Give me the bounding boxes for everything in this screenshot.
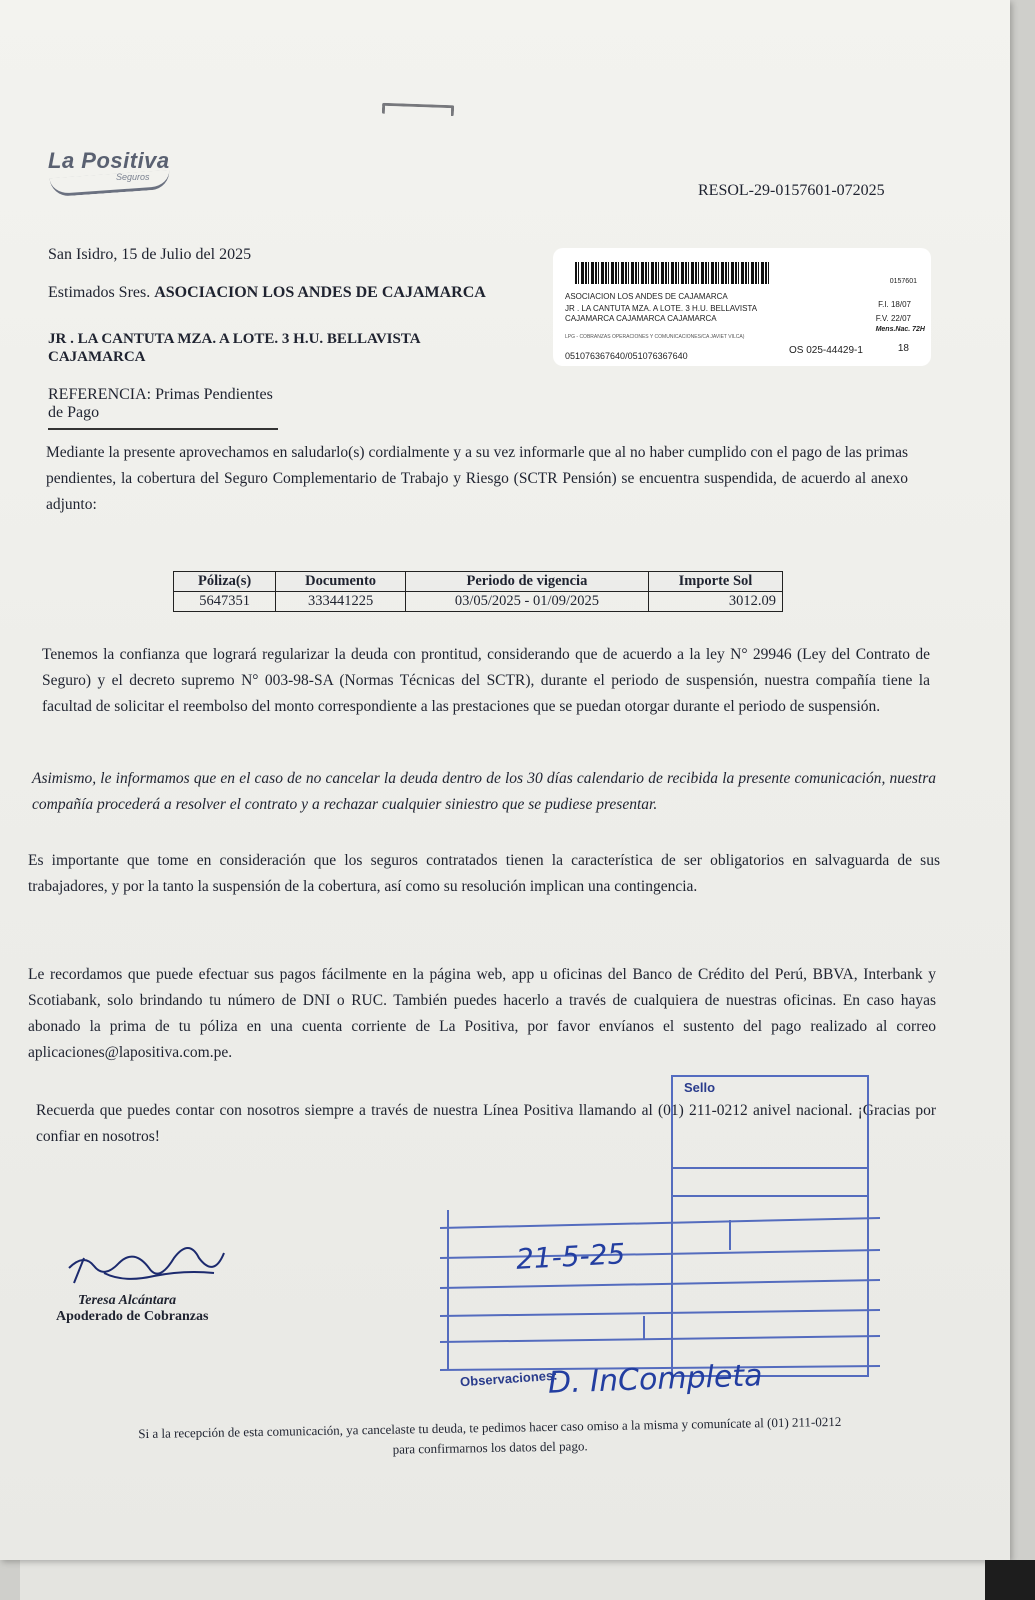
- reception-stamp: [440, 1060, 888, 1390]
- greeting-prefix: Estimados Sres.: [48, 284, 151, 301]
- cell-documento: 333441225: [276, 592, 406, 612]
- cell-periodo: 03/05/2025 - 01/09/2025: [405, 592, 648, 612]
- paragraph-payment: Le recordamos que puede efectuar sus pagos fácilmente en la página web, app u oficinas del Banco de Crédito del Perú, BBVA, Interbank y Scotiabank, solo brindando tu número de DNI o RUC. También puedes hacerlo a través de cualquiera de nuestras oficinas. En caso hayas abonado la prima de tu póliza en una cuenta corriente de La Positiva, por favor envíanos el sustento del pago realizado al correo aplicaciones@lapositiva.com.pe.: [28, 966, 936, 1061]
- signer-role: Apoderado de Cobranzas: [56, 1309, 209, 1324]
- handwritten-note: D. InCompleta: [547, 1358, 764, 1401]
- col-documento: Documento: [276, 572, 406, 592]
- recipient-name: ASOCIACION LOS ANDES DE CAJAMARCA: [154, 284, 486, 301]
- label-number: 18: [897, 343, 909, 354]
- address-line-1: JR . LA CANTUTA MZA. A LOTE. 3 H.U. BELLAVISTA: [48, 331, 421, 347]
- label-street: JR . LA CANTUTA MZA. A LOTE. 3 H.U. BELLAVISTA: [565, 304, 758, 313]
- resolution-number: RESOL-29-0157601-072025: [698, 182, 885, 199]
- col-poliza: Póliza(s): [174, 572, 276, 592]
- paragraph-law: Tenemos la confianza que logrará regularizar la deuda con prontitud, considerando que de acuerdo a la ley N° 29946 (Ley del Contrato de Seguro) y el decreto supremo N° 003-98-SA (Normas Técnicas del SCTR), durante el periodo de suspensión, nuestra compañía tiene la facultad de solicitar el reembolso del monto correspondiente a las prestaciones que se puedan otorgar durante el periodo de suspensión.: [42, 646, 930, 715]
- label-fa: F.I. 18/07: [878, 300, 911, 309]
- label-dept: LPG - COBRANZAS OPERACIONES Y COMUNICACIONES/CA JAVIET VILCA): [565, 334, 745, 340]
- label-name: ASOCIACION LOS ANDES DE CAJAMARCA: [565, 292, 728, 301]
- label-code: 0157601: [889, 278, 917, 285]
- mailing-label: [553, 248, 931, 366]
- table-header-row: [174, 572, 783, 592]
- company-logo: [48, 148, 170, 182]
- paragraph-intro: Mediante la presente aprovechamos en saludarlo(s) cordialmente y a su vez informarle que al no haber cumplido con el pago de las primas pendientes, la cobertura del Seguro Complementario de Trabajo y Riesgo (SCTR Pensión) se encuentra suspendida, de acuerdo al anexo adjunto:: [46, 444, 908, 513]
- barcode-icon: [575, 262, 771, 284]
- table-row: [174, 592, 783, 612]
- label-tracking: 051076367640/051076367640: [565, 351, 688, 361]
- reference-line: REFERENCIA: Primas Pendientes de Pago: [48, 386, 278, 430]
- letter-date: San Isidro, 15 de Julio del 2025: [48, 246, 252, 263]
- label-os: OS 025-44429-1: [789, 345, 863, 356]
- recipient-address: [48, 330, 468, 366]
- handwritten-date: 21-5-25: [515, 1237, 627, 1276]
- paragraph-warning: Asimismo, le informamos que en el caso de no cancelar la deuda dentro de los 30 días calendario de recibida la presente comunicación, nuestra compañía procederá a resolver el contrato y a rechazar cualquier siniestro que se pudiese presentar.: [32, 770, 936, 813]
- label-fv: F.V. 22/07: [875, 314, 911, 323]
- col-importe: Importe Sol: [648, 572, 782, 592]
- logo-wordmark: La Positiva: [48, 148, 170, 173]
- signer-name: Teresa Alcántara: [78, 1293, 177, 1308]
- address-line-2: CAJAMARCA: [48, 349, 146, 365]
- label-city: CAJAMARCA CAJAMARCA CAJAMARCA: [565, 314, 717, 323]
- footer-note: Si a la recepción de esta comunicación, ya cancelaste tu deuda, te pedimos hacer caso omiso a la misma y comunícate al (01) 211-0212 para confirmarnos los datos del pago.: [138, 1413, 842, 1457]
- background-corner: [985, 1560, 1035, 1600]
- cell-importe: 3012.09: [648, 592, 782, 612]
- logo-subtitle: Seguros: [116, 172, 150, 182]
- cell-poliza: 5647351: [174, 592, 276, 612]
- paragraph-contact: Recuerda que puedes contar con nosotros siempre a través de nuestra Línea Positiva llamando al (01) 211-0212 anivel nacional. ¡Gracias por confiar en nosotros!: [36, 1102, 936, 1145]
- policy-table: [173, 571, 783, 612]
- stamp-observaciones-label: Observaciones:: [459, 1367, 558, 1390]
- col-periodo: Periodo de vigencia: [405, 572, 648, 592]
- stamp-sello-label: Sello: [684, 1080, 716, 1095]
- paragraph-importance: Es importante que tome en consideración que los seguros contratados tienen la característica de ser obligatorios en salvaguarda de sus trabajadores, y por la tanto la suspensión de la cobertura, así como su resolución implican una contingencia.: [28, 852, 940, 895]
- greeting: [48, 284, 486, 302]
- signature-scribble: [64, 1228, 229, 1298]
- label-mens: Mens.Nac. 72H: [875, 326, 925, 333]
